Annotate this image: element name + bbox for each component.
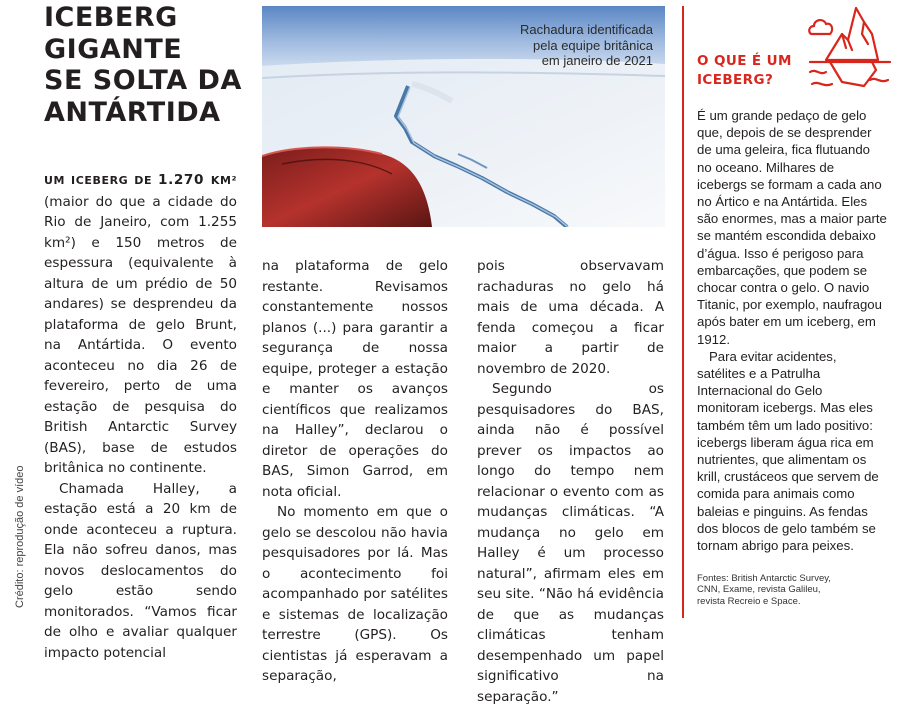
headline-line: ICEBERG bbox=[44, 2, 178, 33]
headline-line: GIGANTE bbox=[44, 33, 183, 65]
sidebar-paragraph: Para evitar acidentes, satélites e a Patrulha Internacional do Gelo monitoram icebergs. Mas eles também têm um lado positivo: icebergs liberam água rica em nutrientes, que alimentam os krill, crustáceos que servem de comida para animais como baleias e pinguins. As fendas dos blocos de gelo também se tornam abrigo para peixes. bbox=[697, 348, 879, 554]
lead-in-unit: KM² bbox=[210, 174, 237, 187]
paragraph-text: (maior do que a cidade do Rio de Janeiro, com 1.255 km²) e 150 metros de espessura (equivalente à altura de um prédio de 50 andares) se desprendeu da plataforma de gelo Brunt, na Antártida. O evento aconteceu no dia 26 de fevereiro, perto de uma estação de pesquisa do British Antarctic Survey (BAS), base de estudos britânica no continente. bbox=[44, 193, 237, 476]
lead-in: UM ICEBERG DE bbox=[44, 174, 159, 187]
article-paragraph: na plataforma de gelo restante. Revisamos constantemente nossos planos (...) para garantir a segurança de nossa equipe, proteger a estação e manter os avanços científicos que realizamos na Halley”, declarou o diretor de operações do BAS, Simon Garrod, em nota oficial. bbox=[262, 258, 448, 500]
photo-credit: Crédito: reprodução de vídeo bbox=[14, 465, 26, 608]
sources-line: Fontes: British Antarctic Survey, bbox=[697, 573, 831, 584]
headline bbox=[44, 2, 256, 128]
iceberg-icon bbox=[806, 4, 894, 99]
article-column-1 bbox=[44, 170, 237, 663]
article-paragraph: Chamada Halley, a estação está a 20 km de onde aconteceu a ruptura. Ela não sofreu danos, mas novos deslocamentos do gelo estão sendo monitorados. “Vamos ficar de olho e avaliar qualquer impacto potencial bbox=[44, 480, 237, 661]
caption-line: pela equipe britânica bbox=[533, 37, 653, 53]
article-paragraph bbox=[44, 170, 237, 479]
sources-note bbox=[697, 573, 887, 607]
headline-line: ANTÁRTIDA bbox=[44, 96, 221, 128]
sidebar-text bbox=[697, 107, 887, 554]
caption-line: Rachadura identificada bbox=[520, 22, 653, 37]
headline-line: SE SOLTA DA bbox=[44, 65, 242, 96]
sidebar-title-line: ICEBERG? bbox=[697, 72, 774, 88]
caption-line: em janeiro de 2021 bbox=[541, 53, 653, 68]
lead-in-number: 1.270 bbox=[158, 172, 211, 188]
article-paragraph: Segundo os pesquisadores do BAS, ainda não é possível prever os impactos ao longo do tempo nem relacionar o evento com as mudanças climáticas. “A mudança no gelo em Halley é um processo natural”, afirmam eles em seu site. “Não há evidência de que as mudanças climáticas tenham desempenhado um papel significativo na separação.” bbox=[477, 381, 664, 705]
article-paragraph: No momento em que o gelo se descolou não havia pesquisadores por lá. Mas o acontecimento foi acompanhado por satélites e sistemas de localização terrestre (GPS). Os cientistas já esperavam a separação, bbox=[262, 504, 448, 684]
sources-line: CNN, Exame, revista Galileu, bbox=[697, 584, 821, 596]
sidebar-title-line: O QUE É UM bbox=[697, 53, 792, 69]
article-paragraph: pois observavam rachaduras no gelo há mais de uma década. A fenda começou a ficar maior a partir de novembro de 2020. bbox=[477, 258, 664, 377]
sources-line: revista Recreio e Space. bbox=[697, 595, 801, 607]
iceberg-crack-photo bbox=[262, 6, 665, 227]
photo-caption bbox=[520, 22, 653, 69]
sidebar-paragraph: É um grande pedaço de gelo que, depois de se desprender de uma geleira, fica flutuando no oceano. Milhares de icebergs se formam a cada ano no Ártico e na Antártida. Eles são enormes, mas a maior parte se mantém escondida debaixo d’água. Isso é perigoso para embarcações, que podem se chocar contra o gelo. O navio Titanic, por exemplo, naufragou após bater em um iceberg, em 1912. bbox=[697, 108, 887, 347]
article-column-2 bbox=[262, 256, 448, 687]
sidebar-title bbox=[697, 52, 792, 90]
sidebar-divider bbox=[682, 6, 684, 618]
article-column-3 bbox=[477, 256, 664, 707]
